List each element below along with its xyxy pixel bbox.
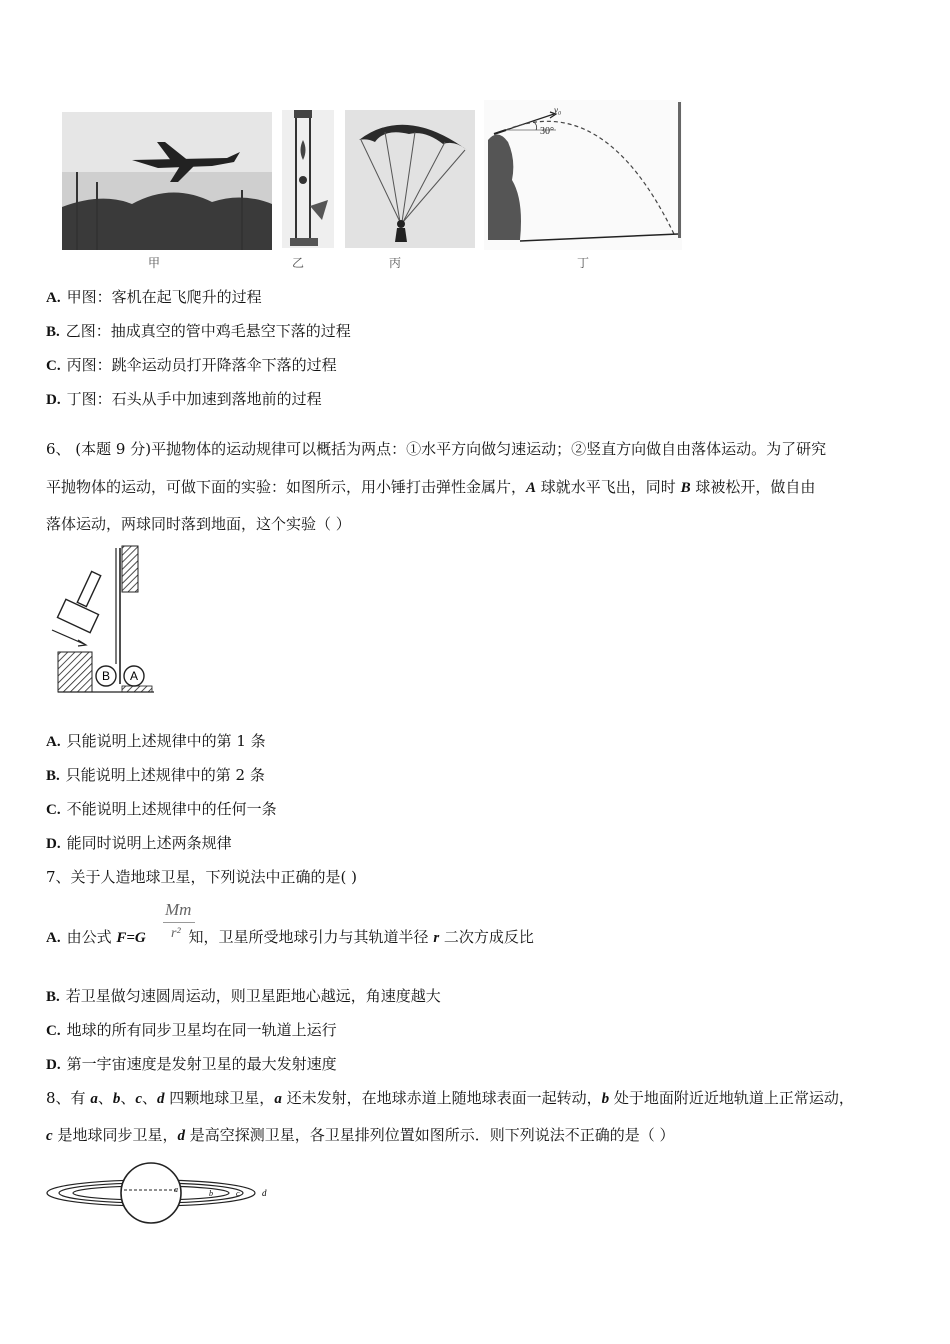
option-text: 能同时说明上述两条规律	[66, 834, 232, 852]
var-a: a	[90, 1091, 98, 1107]
option-text: 只能说明上述规律中的第 1 条	[66, 732, 266, 750]
option-key: C.	[46, 358, 61, 374]
formula-denominator: r²	[171, 926, 181, 941]
q8-satellite-orbits-figure	[46, 1158, 276, 1228]
q7-option-a[interactable]	[46, 926, 534, 947]
q7-option-c[interactable]	[46, 1019, 337, 1040]
option-text: 只能说明上述规律中的第 2 条	[65, 766, 265, 784]
option-key: C.	[46, 1023, 61, 1039]
option-text: 二次方成反比	[439, 928, 534, 946]
formula-numerator: Mm	[165, 900, 192, 919]
option-key: A.	[46, 290, 61, 306]
q6-option-c[interactable]	[46, 798, 277, 819]
var-b: b	[601, 1091, 610, 1107]
var-b: b	[112, 1091, 121, 1107]
q5-option-c[interactable]	[46, 354, 337, 375]
radius-var: r	[433, 930, 440, 946]
q6-stem-line3: 落体运动，两球同时落到地面，这个实验（ ）	[46, 515, 351, 533]
option-key: B.	[46, 768, 60, 784]
option-key: A.	[46, 734, 61, 750]
option-key: D.	[46, 392, 61, 408]
var-a: a	[274, 1091, 282, 1107]
q6-text: 球被松开，做自由	[690, 478, 816, 496]
q6-option-b[interactable]	[46, 764, 265, 785]
var-c: c	[46, 1128, 53, 1144]
figure-jia-airplane	[62, 112, 272, 250]
q6-stem-line2	[46, 476, 815, 497]
q5-option-a[interactable]	[46, 286, 262, 307]
option-text: 若卫星做匀速圆周运动，则卫星距地心越远，角速度越大	[65, 987, 441, 1005]
fig-ball-b-label: B	[101, 669, 111, 683]
option-text: 丁图：石头从手中加速到落地前的过程	[66, 390, 322, 408]
ball-b-var: B	[680, 480, 691, 496]
option-text: 知，卫星所受地球引力与其轨道半径	[183, 928, 434, 946]
option-key: D.	[46, 1057, 61, 1073]
option-key: D.	[46, 836, 61, 852]
q5-option-d[interactable]	[46, 388, 322, 409]
q8-text: 是高空探测卫星，各卫星排列位置如图所示．则下列说法不正确的是（ ）	[184, 1126, 675, 1144]
angle-label: 30°	[540, 126, 554, 137]
q6-option-d[interactable]	[46, 832, 232, 853]
q5-option-b[interactable]	[46, 320, 351, 341]
fig-ball-a-label: A	[129, 669, 139, 683]
option-text: 第一宇宙速度是发射卫星的最大发射速度	[66, 1055, 337, 1073]
q8-stem-line2	[46, 1124, 675, 1145]
option-text: 甲图：客机在起飞爬升的过程	[66, 288, 262, 306]
q6-stem-line1: 6、 (本题 9 分)平抛物体的运动规律可以概括为两点：①水平方向做匀速运动；②竖直方向做自由落体运动。为了研究	[46, 440, 827, 458]
var-d: d	[157, 1091, 165, 1107]
caption-bing: 丙	[389, 256, 402, 270]
caption-yi: 乙	[292, 256, 305, 270]
orbit-label-d: d	[262, 1188, 267, 1198]
caption-ding: 丁	[577, 256, 590, 270]
caption-jia: 甲	[148, 256, 161, 270]
option-key: B.	[46, 989, 60, 1005]
option-key: B.	[46, 324, 60, 340]
q8-text: 处于地面附近近地轨道上正常运动，	[609, 1089, 854, 1107]
q7-option-b[interactable]	[46, 985, 441, 1006]
q8-text: 是地球同步卫星，	[52, 1126, 178, 1144]
orbit-label-a: a	[174, 1185, 178, 1194]
q6-text: 球就水平飞出，同时	[536, 478, 681, 496]
fraction-bar	[163, 922, 195, 923]
orbit-label-b: b	[209, 1189, 213, 1198]
q7-stem: 7、关于人造地球卫星，下列说法中正确的是( )	[46, 868, 358, 886]
q6-apparatus-figure	[48, 544, 160, 698]
figure-ding-projectile	[484, 100, 682, 250]
q8-text: 8、有	[46, 1089, 91, 1107]
option-key: C.	[46, 802, 61, 818]
q8-text: 还未发射，在地球赤道上随地球表面一起转动，	[281, 1089, 602, 1107]
var-c: c	[135, 1091, 143, 1107]
formula-lhs: F=G	[116, 930, 146, 946]
q6-option-a[interactable]	[46, 730, 266, 751]
orbit-label-c: c	[236, 1189, 240, 1198]
option-text: 乙图：抽成真空的管中鸡毛悬空下落的过程	[65, 322, 351, 340]
option-text: 丙图：跳伞运动员打开降落伞下落的过程	[66, 356, 337, 374]
var-d: d	[177, 1128, 185, 1144]
v0-label: v₀	[554, 105, 562, 115]
option-key: A.	[46, 930, 61, 946]
q8-text: 四颗地球卫星，	[164, 1089, 275, 1107]
figure-bing-parachute	[345, 110, 475, 248]
q7-option-d[interactable]	[46, 1053, 337, 1074]
option-text: 由公式	[66, 928, 117, 946]
option-text: 不能说明上述规律中的任何一条	[66, 800, 277, 818]
q8-stem-line1: 8、有 a、b、c、d 四颗地球卫星，a 还未发射，在地球赤道上随地球表面一起转动，b 处于地面附近近地轨道上正常运动，	[46, 1089, 854, 1107]
figure-yi-vacuum-tube	[282, 110, 334, 248]
option-text: 地球的所有同步卫星均在同一轨道上运行	[66, 1021, 337, 1039]
q6-text: 平抛物体的运动，可做下面的实验：如图所示，用小锤打击弹性金属片，	[46, 478, 527, 496]
ball-a-var: A	[526, 480, 537, 496]
